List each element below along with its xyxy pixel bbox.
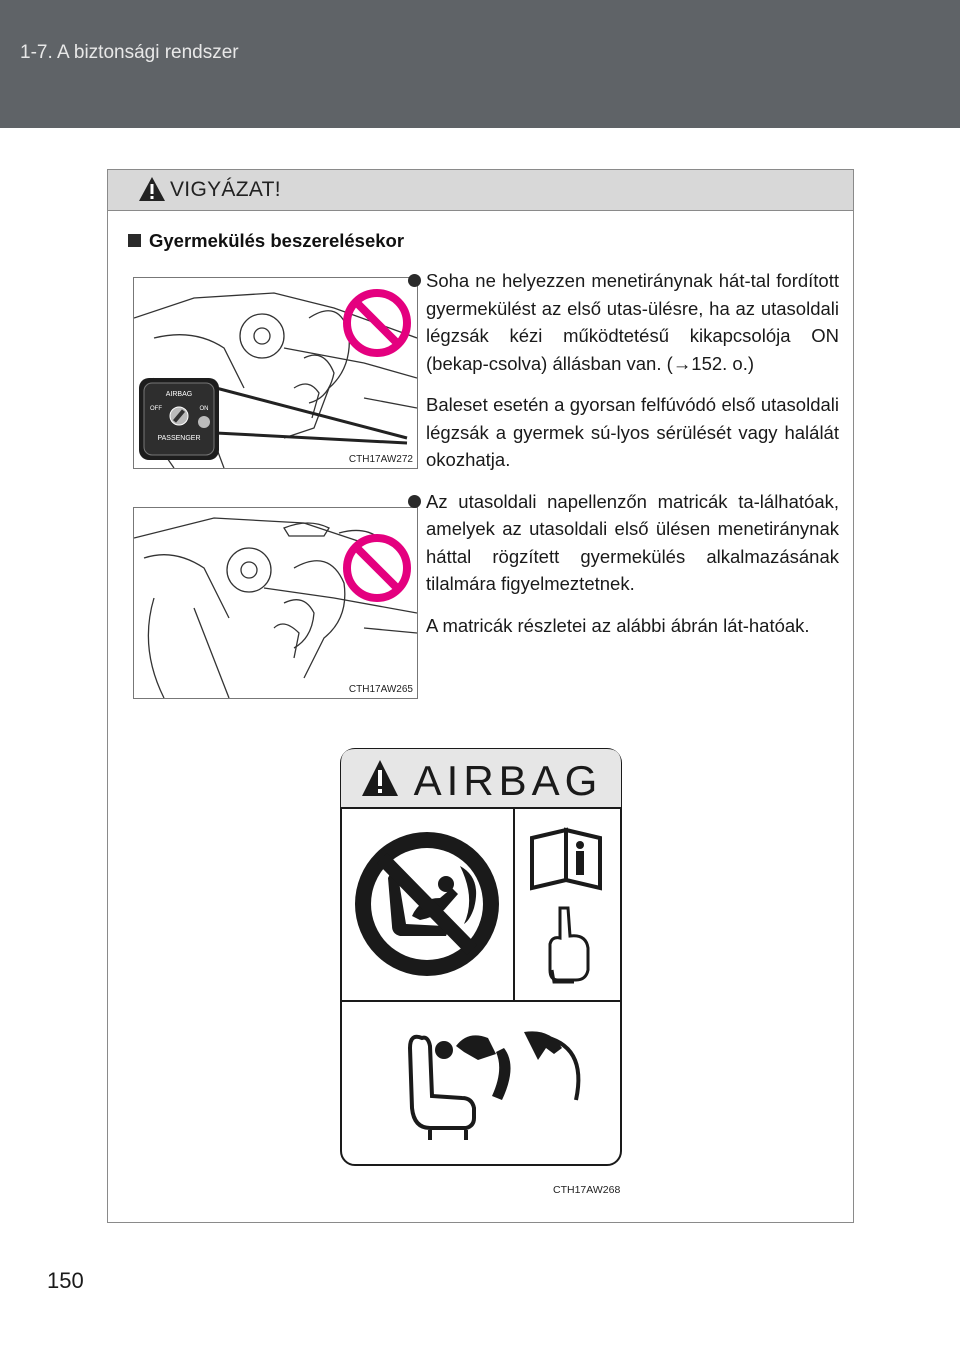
figure-code: CTH17AW268 — [553, 1184, 621, 1196]
figure-airbag-switch — [133, 277, 418, 469]
airbag-warning-label — [340, 748, 622, 1166]
page-header — [0, 0, 960, 128]
warning-label: VIGYÁZAT! — [170, 178, 281, 201]
figure-child-seat-airbag — [133, 507, 418, 699]
chapter-title: 1-7. A biztonsági rendszer — [20, 42, 239, 63]
bullet-subtext: Baleset esetén a gyorsan felfúvódó első utasoldali légzsák a gyermek sú-lyos sérülését vagy halálát okozhatja. — [426, 394, 839, 470]
svg-text:PASSENGER: PASSENGER — [157, 435, 201, 442]
round-bullet-icon — [408, 274, 421, 287]
page-number: 150 — [47, 1268, 84, 1293]
svg-text:AIRBAG: AIRBAG — [165, 391, 193, 398]
square-bullet-icon — [128, 234, 141, 247]
warning-triangle-icon — [138, 176, 166, 202]
svg-text:OFF: OFF — [150, 406, 162, 412]
figure-code: CTH17AW265 — [348, 684, 413, 695]
section-title: Gyermekülés beszerelésekor — [128, 230, 404, 252]
warning-header — [108, 170, 853, 211]
bullet-item: Az utasoldali napellenzőn matricák ta-lálhatóak, amelyek az utasoldali első ülésen menetiránynak háttal rögzített gyermekülés alkalmazásának tilalmára figyelmeztetnek. — [426, 488, 839, 598]
bullet-subtext: A matricák részletei az alábbi ábrán lát-hatóak. — [426, 614, 810, 636]
text-column — [426, 267, 839, 653]
airbag-label-title: AIRBAG — [413, 757, 603, 804]
warning-box — [107, 169, 854, 1223]
round-bullet-icon — [408, 495, 421, 508]
bullet-item: Soha ne helyezzen menetiránynak hát-tal fordított gyermekülést az első utas-ülésre, ha az utasoldali légzsák kézi működtetésű kikapcsolója ON (bekap-csolva) állásban van. (→152. o.) — [426, 267, 839, 377]
figure-code: CTH17AW272 — [348, 454, 413, 465]
svg-text:ON: ON — [199, 406, 209, 412]
